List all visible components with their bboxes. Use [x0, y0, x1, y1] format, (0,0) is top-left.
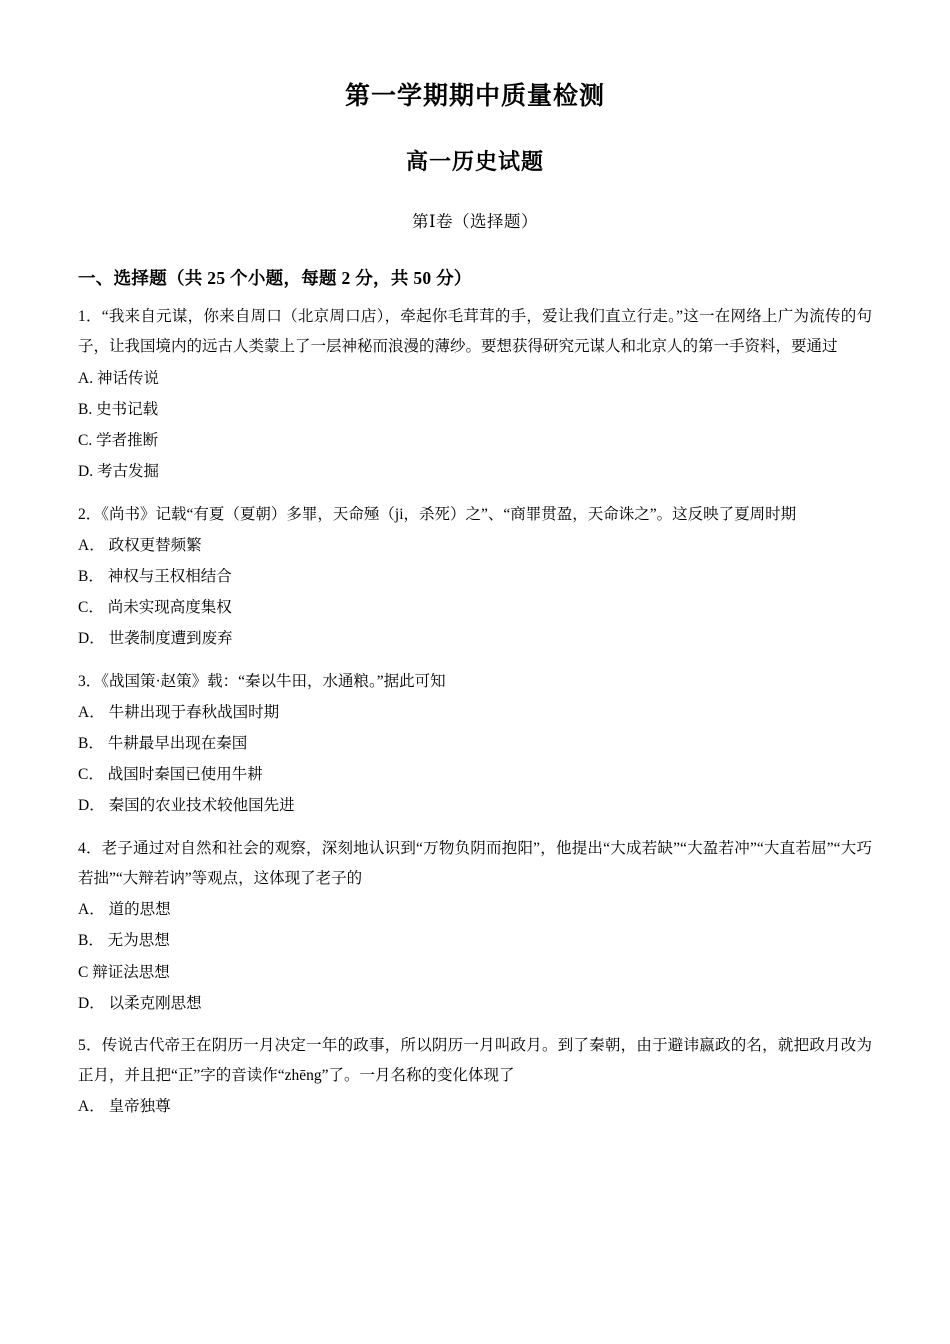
option-a: A． 政权更替频繁 [78, 536, 202, 554]
question-stem: 1．“我来自元谋，你来自周口（北京周口店），牵起你毛茸茸的手，爱让我们直立行走。”这一在网络上广为流传的句子，让我国境内的远古人类蒙上了一层神秘而浪漫的薄纱。要想获得研究元谋人和北京人的第一手资料，要通过 [78, 308, 872, 356]
option-a: A. 神话传说 [78, 369, 159, 387]
page-subtitle: 高一历史试题 [405, 149, 544, 174]
question-3 [78, 667, 872, 822]
question-5 [78, 1031, 872, 1123]
option-b: B． 无为思想 [78, 932, 170, 950]
option-c: C． 尚未实现高度集权 [78, 599, 232, 617]
option-a: A． 道的思想 [78, 901, 171, 919]
option-d: D． 以柔克刚思想 [78, 994, 202, 1012]
question-2 [78, 500, 872, 655]
section-heading: 第Ⅰ卷（选择题） [411, 212, 539, 232]
option-b: B． 神权与王权相结合 [78, 567, 232, 585]
question-stem: 2．《尚书》记载“有夏（夏朝）多罪，天命殛（ji，杀死）之”、“商罪贯盈，天命诛之”。这反映了夏周时期 [78, 505, 797, 523]
option-d: D. 考古发掘 [78, 463, 159, 481]
option-c: C. 学者推断 [78, 432, 159, 450]
part-title: 一、选择题（共 25 个小题，每题 2 分，共 50 分） [78, 268, 472, 289]
question-stem: 3．《战国策·赵策》载：“秦以牛田，水通粮。”据此可知 [78, 672, 446, 690]
question-1 [78, 302, 872, 487]
option-c: C． 战国时秦国已使用牛耕 [78, 766, 263, 784]
option-d: D． 秦国的农业技术较他国先进 [78, 797, 295, 815]
question-4 [78, 834, 872, 1019]
page-title: 第一学期期中质量检测 [344, 83, 605, 110]
question-stem: 5．传说古代帝王在阴历一月决定一年的政事，所以阴历一月叫政月。到了秦朝，由于避讳嬴政的名，就把政月改为正月，并且把“正”字的音读作“zhēng”了。一月名称的变化体现了 [78, 1037, 872, 1085]
option-a: A． 皇帝独尊 [78, 1098, 171, 1116]
question-stem: 4．老子通过对自然和社会的观察，深刻地认识到“万物负阴而抱阳”，他提出“大成若缺”“大盈若冲”“大直若屈”“大巧若拙”“大辩若讷”等观点，这体现了老子的 [78, 839, 872, 887]
option-b: B． 牛耕最早出现在秦国 [78, 735, 248, 753]
option-b: B. 史书记载 [78, 400, 159, 418]
option-c: C 辩证法思想 [78, 963, 170, 981]
option-d: D． 世袭制度遭到废弃 [78, 630, 233, 648]
option-a: A． 牛耕出现于春秋战国时期 [78, 703, 280, 721]
